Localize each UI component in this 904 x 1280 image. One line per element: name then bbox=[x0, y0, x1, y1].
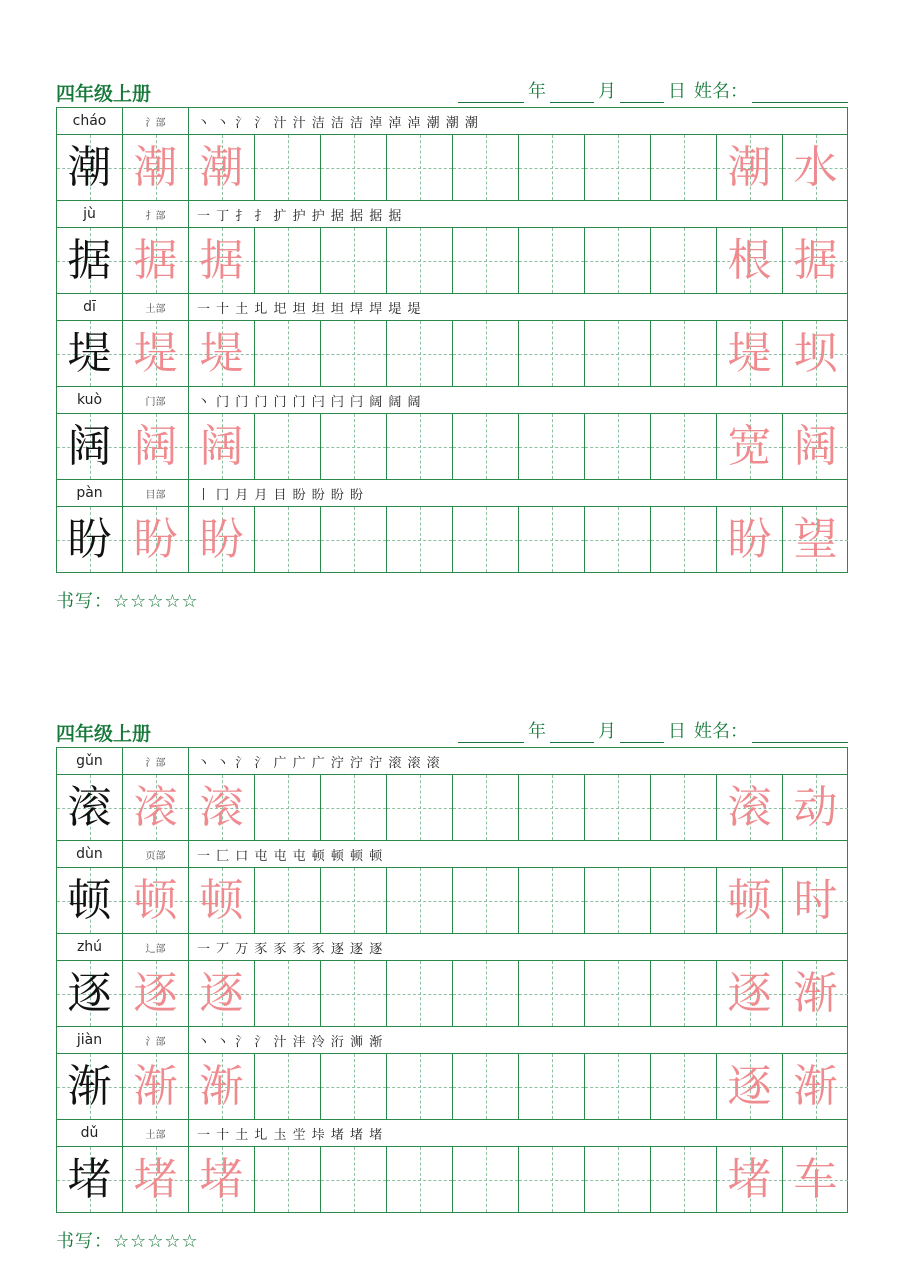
word-cell[interactable] bbox=[783, 135, 848, 200]
date-name-line bbox=[458, 717, 848, 743]
day-label: 日 bbox=[668, 81, 686, 102]
trace-character: 盼 bbox=[199, 513, 244, 565]
trace-cell[interactable] bbox=[123, 321, 189, 386]
blank-practice-cell[interactable] bbox=[255, 868, 321, 933]
character-row bbox=[57, 228, 847, 294]
trace-character: 阔 bbox=[133, 420, 178, 472]
word-character: 时 bbox=[793, 874, 838, 926]
blank-practice-cell[interactable] bbox=[387, 868, 453, 933]
word-character: 滚 bbox=[727, 781, 772, 833]
word-cell[interactable] bbox=[783, 414, 848, 479]
blank-practice-cell[interactable] bbox=[519, 135, 585, 200]
word-cell[interactable] bbox=[717, 1147, 783, 1212]
model-character-cell bbox=[57, 228, 123, 293]
model-character-cell bbox=[57, 414, 123, 479]
writing-grid bbox=[56, 747, 848, 1213]
radical: 页部 bbox=[123, 841, 189, 867]
word-cell[interactable] bbox=[783, 321, 848, 386]
word-cell[interactable] bbox=[717, 1054, 783, 1119]
character-row bbox=[57, 775, 847, 841]
trace-character: 渐 bbox=[133, 1060, 178, 1112]
trace-cell[interactable] bbox=[123, 1147, 189, 1212]
trace-character: 逐 bbox=[199, 967, 244, 1019]
word-cell[interactable] bbox=[717, 775, 783, 840]
blank-practice-cell[interactable] bbox=[585, 868, 651, 933]
word-character: 车 bbox=[793, 1153, 838, 1205]
word-character: 渐 bbox=[793, 967, 838, 1019]
word-cell[interactable] bbox=[783, 961, 848, 1026]
pinyin: gǔn bbox=[57, 748, 123, 774]
blank-practice-cell[interactable] bbox=[255, 775, 321, 840]
trace-character: 滚 bbox=[133, 781, 178, 833]
blank-practice-cell[interactable] bbox=[453, 1054, 519, 1119]
radical: 氵部 bbox=[123, 748, 189, 774]
blank-practice-cell[interactable] bbox=[453, 414, 519, 479]
blank-practice-cell[interactable] bbox=[585, 228, 651, 293]
stroke-order: 一 丁 扌 扌 扩 护 护 据 据 据 据 bbox=[197, 208, 403, 224]
word-character: 动 bbox=[793, 781, 838, 833]
trace-character: 渐 bbox=[199, 1060, 244, 1112]
trace-cell[interactable] bbox=[123, 135, 189, 200]
blank-practice-cell[interactable] bbox=[321, 1147, 387, 1212]
blank-practice-cell[interactable] bbox=[453, 507, 519, 572]
radical: 土部 bbox=[123, 294, 189, 320]
word-character: 堵 bbox=[727, 1153, 772, 1205]
character-row bbox=[57, 507, 847, 572]
blank-practice-cell[interactable] bbox=[585, 1054, 651, 1119]
model-character: 堤 bbox=[67, 327, 112, 379]
stroke-order: 丶 丶 氵 氵 汁 汁 洁 洁 洁 淖 淖 淖 潮 潮 潮 bbox=[197, 115, 479, 131]
info-row bbox=[57, 108, 847, 135]
info-row bbox=[57, 1120, 847, 1147]
practice-sheet bbox=[56, 713, 848, 1253]
model-character: 渐 bbox=[67, 1060, 112, 1112]
character-row bbox=[57, 868, 847, 934]
month-label: 月 bbox=[598, 81, 616, 102]
word-cell[interactable] bbox=[717, 961, 783, 1026]
blank-practice-cell[interactable] bbox=[321, 228, 387, 293]
model-character-cell bbox=[57, 1147, 123, 1212]
blank-practice-cell[interactable] bbox=[651, 414, 717, 479]
trace-character: 堤 bbox=[133, 327, 178, 379]
blank-practice-cell[interactable] bbox=[585, 775, 651, 840]
name-label: 姓名： bbox=[694, 81, 748, 102]
blank-practice-cell[interactable] bbox=[453, 868, 519, 933]
trace-character: 逐 bbox=[133, 967, 178, 1019]
model-character: 逐 bbox=[67, 967, 112, 1019]
blank-practice-cell[interactable] bbox=[453, 775, 519, 840]
model-character: 盼 bbox=[67, 513, 112, 565]
stroke-order: 一 十 土 圠 圡 坣 垰 堵 堵 堵 bbox=[197, 1127, 384, 1143]
month-blank[interactable] bbox=[550, 724, 594, 743]
blank-practice-cell[interactable] bbox=[387, 321, 453, 386]
practice-sheet bbox=[56, 73, 848, 613]
blank-practice-cell[interactable] bbox=[321, 961, 387, 1026]
blank-practice-cell[interactable] bbox=[651, 868, 717, 933]
blank-practice-cell[interactable] bbox=[453, 1147, 519, 1212]
blank-practice-cell[interactable] bbox=[321, 775, 387, 840]
word-character: 盼 bbox=[727, 513, 772, 565]
blank-practice-cell[interactable] bbox=[387, 1147, 453, 1212]
trace-cell[interactable] bbox=[189, 868, 255, 933]
word-cell[interactable] bbox=[717, 414, 783, 479]
character-row bbox=[57, 1147, 847, 1212]
model-character-cell bbox=[57, 507, 123, 572]
word-character: 阔 bbox=[793, 420, 838, 472]
blank-practice-cell[interactable] bbox=[387, 228, 453, 293]
trace-cell[interactable] bbox=[123, 961, 189, 1026]
info-row bbox=[57, 201, 847, 228]
month-blank[interactable] bbox=[550, 84, 594, 103]
radical: 氵部 bbox=[123, 108, 189, 134]
trace-cell[interactable] bbox=[189, 414, 255, 479]
name-label: 姓名： bbox=[694, 721, 748, 742]
blank-practice-cell[interactable] bbox=[387, 414, 453, 479]
blank-practice-cell[interactable] bbox=[585, 321, 651, 386]
blank-practice-cell[interactable] bbox=[453, 228, 519, 293]
blank-practice-cell[interactable] bbox=[255, 1054, 321, 1119]
model-character-cell bbox=[57, 1054, 123, 1119]
model-character-cell bbox=[57, 135, 123, 200]
trace-character: 堤 bbox=[199, 327, 244, 379]
radical: 氵部 bbox=[123, 1027, 189, 1053]
trace-cell[interactable] bbox=[189, 775, 255, 840]
trace-cell[interactable] bbox=[189, 961, 255, 1026]
radical: 土部 bbox=[123, 1120, 189, 1146]
info-row bbox=[57, 748, 847, 775]
info-row bbox=[57, 387, 847, 414]
word-character: 宽 bbox=[727, 420, 772, 472]
blank-practice-cell[interactable] bbox=[387, 135, 453, 200]
blank-practice-cell[interactable] bbox=[651, 961, 717, 1026]
day-blank[interactable] bbox=[620, 724, 664, 743]
word-cell[interactable] bbox=[717, 135, 783, 200]
trace-character: 阔 bbox=[199, 420, 244, 472]
character-row bbox=[57, 961, 847, 1027]
word-character: 坝 bbox=[793, 327, 838, 379]
blank-practice-cell[interactable] bbox=[321, 321, 387, 386]
trace-character: 滚 bbox=[199, 781, 244, 833]
blank-practice-cell[interactable] bbox=[585, 135, 651, 200]
year-blank[interactable] bbox=[458, 724, 524, 743]
pinyin: jiàn bbox=[57, 1027, 123, 1053]
model-character: 滚 bbox=[67, 781, 112, 833]
info-row bbox=[57, 934, 847, 961]
year-blank[interactable] bbox=[458, 84, 524, 103]
word-cell[interactable] bbox=[717, 228, 783, 293]
character-row bbox=[57, 1054, 847, 1120]
character-row bbox=[57, 321, 847, 387]
blank-practice-cell[interactable] bbox=[651, 135, 717, 200]
trace-cell[interactable] bbox=[123, 868, 189, 933]
stroke-order: 丶 丶 氵 氵 汁 沣 泠 洐 浉 渐 bbox=[197, 1034, 384, 1050]
blank-practice-cell[interactable] bbox=[519, 321, 585, 386]
blank-practice-cell[interactable] bbox=[519, 228, 585, 293]
model-character: 堵 bbox=[67, 1153, 112, 1205]
sheet-header bbox=[56, 73, 848, 107]
blank-practice-cell[interactable] bbox=[321, 507, 387, 572]
blank-practice-cell[interactable] bbox=[453, 321, 519, 386]
word-cell[interactable] bbox=[783, 1147, 848, 1212]
pinyin: jù bbox=[57, 201, 123, 227]
trace-cell[interactable] bbox=[189, 135, 255, 200]
radical: 门部 bbox=[123, 387, 189, 413]
pinyin: dī bbox=[57, 294, 123, 320]
radical: 辶部 bbox=[123, 934, 189, 960]
word-character: 顿 bbox=[727, 874, 772, 926]
sheet-header bbox=[56, 713, 848, 747]
info-row bbox=[57, 480, 847, 507]
trace-character: 潮 bbox=[199, 141, 244, 193]
blank-practice-cell[interactable] bbox=[651, 228, 717, 293]
blank-practice-cell[interactable] bbox=[519, 775, 585, 840]
trace-character: 据 bbox=[199, 234, 244, 286]
trace-cell[interactable] bbox=[189, 321, 255, 386]
blank-practice-cell[interactable] bbox=[387, 507, 453, 572]
blank-practice-cell[interactable] bbox=[519, 507, 585, 572]
blank-practice-cell[interactable] bbox=[387, 775, 453, 840]
year-label: 年 bbox=[528, 81, 546, 102]
stroke-order: 丶 门 门 门 门 门 闩 闩 闩 阔 阔 阔 bbox=[197, 394, 422, 410]
trace-character: 潮 bbox=[133, 141, 178, 193]
handwriting-rating: 书写：☆☆☆☆☆ bbox=[56, 1231, 199, 1252]
word-character: 水 bbox=[793, 141, 838, 193]
trace-cell[interactable] bbox=[123, 228, 189, 293]
blank-practice-cell[interactable] bbox=[651, 321, 717, 386]
word-character: 渐 bbox=[793, 1060, 838, 1112]
blank-practice-cell[interactable] bbox=[321, 135, 387, 200]
stroke-order: 一 丆 万 豕 豕 豕 豕 逐 逐 逐 bbox=[197, 941, 384, 957]
trace-cell[interactable] bbox=[123, 1054, 189, 1119]
word-character: 据 bbox=[793, 234, 838, 286]
character-row bbox=[57, 414, 847, 480]
month-label: 月 bbox=[598, 721, 616, 742]
pinyin: dǔ bbox=[57, 1120, 123, 1146]
blank-practice-cell[interactable] bbox=[585, 414, 651, 479]
info-row bbox=[57, 841, 847, 868]
blank-practice-cell[interactable] bbox=[255, 228, 321, 293]
pinyin: kuò bbox=[57, 387, 123, 413]
trace-cell[interactable] bbox=[189, 1147, 255, 1212]
blank-practice-cell[interactable] bbox=[651, 1054, 717, 1119]
trace-cell[interactable] bbox=[123, 414, 189, 479]
model-character: 顿 bbox=[67, 874, 112, 926]
blank-practice-cell[interactable] bbox=[255, 414, 321, 479]
trace-character: 堵 bbox=[199, 1153, 244, 1205]
blank-practice-cell[interactable] bbox=[387, 1054, 453, 1119]
blank-practice-cell[interactable] bbox=[519, 1054, 585, 1119]
blank-practice-cell[interactable] bbox=[519, 868, 585, 933]
word-character: 望 bbox=[793, 513, 838, 565]
character-row bbox=[57, 135, 847, 201]
trace-character: 据 bbox=[133, 234, 178, 286]
trace-cell[interactable] bbox=[123, 507, 189, 572]
handwriting-rating: 书写：☆☆☆☆☆ bbox=[56, 591, 199, 612]
word-character: 潮 bbox=[727, 141, 772, 193]
word-cell[interactable] bbox=[783, 507, 848, 572]
trace-character: 顿 bbox=[199, 874, 244, 926]
blank-practice-cell[interactable] bbox=[519, 414, 585, 479]
sheet-title: 四年级上册 bbox=[56, 723, 152, 745]
name-blank[interactable] bbox=[752, 724, 848, 743]
info-row bbox=[57, 294, 847, 321]
stroke-order: 丨 冂 月 月 目 盼 盼 盼 盼 bbox=[197, 487, 365, 503]
pinyin: zhú bbox=[57, 934, 123, 960]
sheet-title: 四年级上册 bbox=[56, 83, 152, 105]
stroke-order: 丶 丶 氵 氵 广 广 广 泞 泞 泞 滚 滚 滚 bbox=[197, 755, 441, 771]
radical: 目部 bbox=[123, 480, 189, 506]
model-character-cell bbox=[57, 775, 123, 840]
blank-practice-cell[interactable] bbox=[519, 961, 585, 1026]
blank-practice-cell[interactable] bbox=[585, 961, 651, 1026]
blank-practice-cell[interactable] bbox=[255, 321, 321, 386]
radical: 扌部 bbox=[123, 201, 189, 227]
blank-practice-cell[interactable] bbox=[651, 775, 717, 840]
date-name-line bbox=[458, 77, 848, 103]
blank-practice-cell[interactable] bbox=[255, 961, 321, 1026]
trace-cell[interactable] bbox=[123, 775, 189, 840]
blank-practice-cell[interactable] bbox=[651, 1147, 717, 1212]
blank-practice-cell[interactable] bbox=[453, 961, 519, 1026]
word-cell[interactable] bbox=[783, 1054, 848, 1119]
blank-practice-cell[interactable] bbox=[585, 1147, 651, 1212]
word-cell[interactable] bbox=[717, 507, 783, 572]
info-row bbox=[57, 1027, 847, 1054]
blank-practice-cell[interactable] bbox=[519, 1147, 585, 1212]
trace-cell[interactable] bbox=[189, 1054, 255, 1119]
word-cell[interactable] bbox=[783, 775, 848, 840]
stroke-order: 一 十 土 圠 圯 坦 坦 坦 垾 垾 堤 堤 bbox=[197, 301, 422, 317]
word-character: 逐 bbox=[727, 1060, 772, 1112]
blank-practice-cell[interactable] bbox=[453, 135, 519, 200]
word-cell[interactable] bbox=[717, 321, 783, 386]
model-character: 潮 bbox=[67, 141, 112, 193]
pinyin: pàn bbox=[57, 480, 123, 506]
stroke-order: 一 匚 口 屯 屯 屯 顿 顿 顿 顿 bbox=[197, 848, 384, 864]
blank-practice-cell[interactable] bbox=[321, 414, 387, 479]
year-label: 年 bbox=[528, 721, 546, 742]
day-label: 日 bbox=[668, 721, 686, 742]
word-character: 堤 bbox=[727, 327, 772, 379]
model-character: 据 bbox=[67, 234, 112, 286]
blank-practice-cell[interactable] bbox=[255, 1147, 321, 1212]
blank-practice-cell[interactable] bbox=[651, 507, 717, 572]
blank-practice-cell[interactable] bbox=[255, 135, 321, 200]
pinyin: dùn bbox=[57, 841, 123, 867]
word-cell[interactable] bbox=[717, 868, 783, 933]
model-character: 阔 bbox=[67, 420, 112, 472]
trace-character: 顿 bbox=[133, 874, 178, 926]
word-character: 根 bbox=[727, 234, 772, 286]
word-cell[interactable] bbox=[783, 868, 848, 933]
pinyin: cháo bbox=[57, 108, 123, 134]
blank-practice-cell[interactable] bbox=[255, 507, 321, 572]
model-character-cell bbox=[57, 868, 123, 933]
writing-grid bbox=[56, 107, 848, 573]
word-cell[interactable] bbox=[783, 228, 848, 293]
trace-character: 盼 bbox=[133, 513, 178, 565]
name-blank[interactable] bbox=[752, 84, 848, 103]
trace-cell[interactable] bbox=[189, 228, 255, 293]
blank-practice-cell[interactable] bbox=[321, 1054, 387, 1119]
model-character-cell bbox=[57, 961, 123, 1026]
day-blank[interactable] bbox=[620, 84, 664, 103]
word-character: 逐 bbox=[727, 967, 772, 1019]
trace-character: 堵 bbox=[133, 1153, 178, 1205]
blank-practice-cell[interactable] bbox=[387, 961, 453, 1026]
trace-cell[interactable] bbox=[189, 507, 255, 572]
model-character-cell bbox=[57, 321, 123, 386]
blank-practice-cell[interactable] bbox=[585, 507, 651, 572]
blank-practice-cell[interactable] bbox=[321, 868, 387, 933]
